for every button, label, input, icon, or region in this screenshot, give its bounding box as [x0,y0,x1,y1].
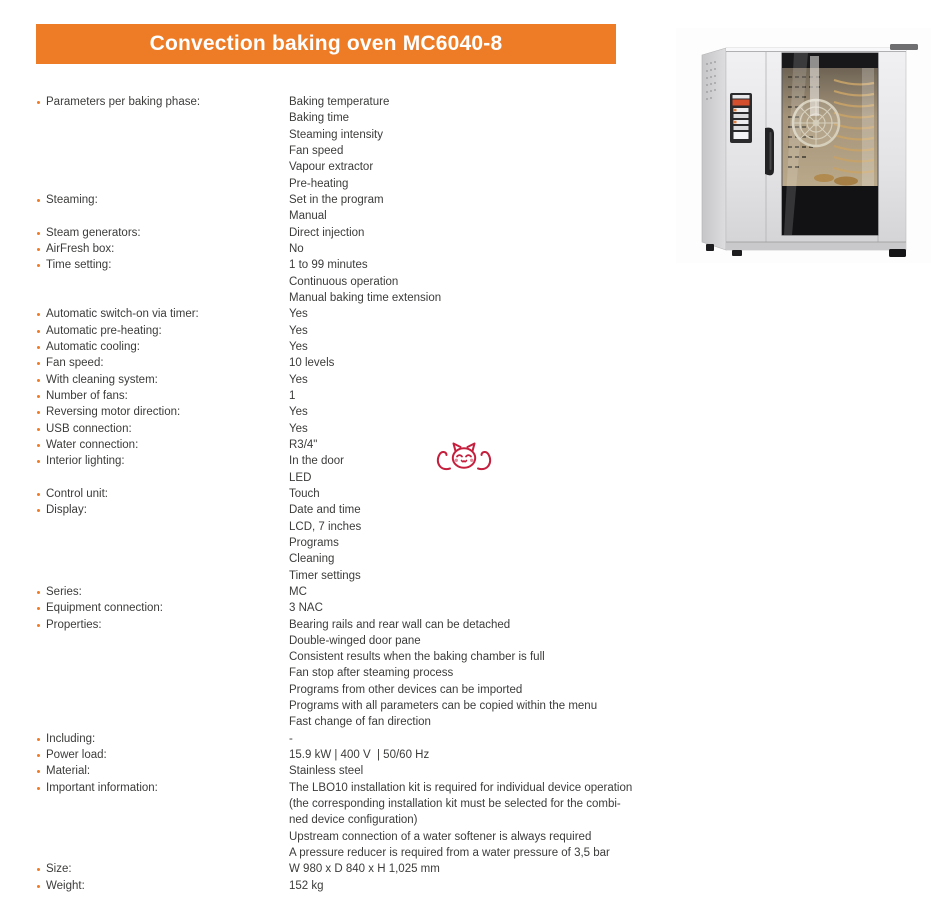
spec-label-cell [36,94,289,110]
spec-row [36,339,626,355]
spec-row [36,241,626,257]
bullet-icon [37,444,40,447]
spec-values [289,502,626,584]
spec-value-line: Yes [289,406,308,419]
bullet-icon [37,411,40,414]
spec-row [36,372,626,388]
spec-label-cell [36,878,289,894]
spec-label-cell [36,617,289,633]
spec-label: Parameters per baking phase: [46,96,201,108]
spec-label-cell [36,502,289,518]
spec-label-cell [36,584,289,600]
spec-value-line: ned device configuration) [289,814,418,827]
spec-values [289,437,626,453]
spec-value-line: R3/4" [289,438,318,451]
spec-values [289,486,626,502]
spec-value-line: Consistent results when the baking chamber is full [289,651,545,664]
spec-row [36,763,626,779]
spec-value-line: 1 to 99 minutes [289,259,368,272]
bullet-icon [37,264,40,267]
oven-base [706,242,906,257]
bullet-icon [37,313,40,316]
spec-label-cell [36,453,289,469]
spec-values [289,747,626,763]
spec-values [289,780,632,862]
bullet-icon [37,101,40,104]
spec-label: Automatic switch-on via timer: [46,308,199,321]
spec-label-cell [36,600,289,616]
spec-label-cell [36,372,289,388]
spec-label: Equipment connection: [46,602,163,615]
spec-label: Material: [46,765,91,778]
bullet-icon [37,460,40,463]
bullet-icon [37,362,40,365]
spec-value-line: 15.9 kW | 400 V | 50/60 Hz [289,749,430,762]
spec-label-cell [36,421,289,437]
spec-values [289,453,626,486]
spec-label: AirFresh box: [46,242,115,255]
spec-values [289,763,626,779]
spec-value-line: 1 [289,389,296,402]
spec-label: Steaming: [46,193,98,206]
spec-value-line: Upstream connection of a water softener is always required [289,830,592,843]
spec-value-line: Bearing rails and rear wall can be detached [289,618,511,631]
spec-value-line: LED [289,471,312,484]
spec-row [36,600,626,616]
spec-values [289,257,626,306]
spec-row [36,584,626,600]
spec-label: Number of fans: [46,389,128,402]
spec-value-line: MC [289,585,307,598]
spec-value-line: 3 NAC [289,602,323,615]
spec-values [289,94,626,192]
spec-label-cell [36,388,289,404]
spec-label: Power load: [46,749,107,762]
spec-label: USB connection: [46,422,132,435]
bullet-icon [37,248,40,251]
spec-values [289,306,626,322]
spec-row [36,306,626,322]
spec-value-line: Vapour extractor [289,161,374,174]
spec-value-line: Manual baking time extension [289,291,442,304]
spec-row [36,323,626,339]
spec-label-cell [36,306,289,322]
spec-values [289,388,626,404]
oven-side-panel [702,48,726,250]
spec-label: Properties: [46,618,102,631]
spec-values [289,404,626,420]
spec-label-cell [36,339,289,355]
spec-value-line: Timer settings [289,569,361,582]
spec-value-line: LCD, 7 inches [289,520,362,533]
spec-row [36,355,626,371]
spec-value-line: Fan speed [289,144,344,157]
spec-label: Including: [46,732,96,745]
spec-value-line: Manual [289,210,327,223]
bullet-icon [37,770,40,773]
spec-value-line: Fan stop after steaming process [289,667,454,680]
spec-values [289,617,626,731]
spec-label: Water connection: [46,438,139,451]
spec-row [36,502,626,584]
oven-door-handle [765,128,774,176]
spec-label: With cleaning system: [46,373,158,386]
spec-values [289,600,626,616]
spec-value-line: The LBO10 installation kit is required for individual device operation [289,781,633,794]
spec-list [36,94,633,894]
bullet-icon [37,607,40,610]
spec-label-cell [36,486,289,502]
spec-value-line: Cleaning [289,553,335,566]
bullet-icon [37,346,40,349]
spec-label: Series: [46,585,82,598]
bullet-icon [37,624,40,627]
page-title: Convection baking oven MC6040-8 [149,32,503,55]
spec-row [36,617,626,731]
spec-value-line: Programs [289,536,339,549]
spec-value-line: Date and time [289,504,361,517]
bullet-icon [37,868,40,871]
bullet-icon [37,885,40,888]
product-photo [676,28,931,263]
spec-label-cell [36,404,289,420]
spec-value-line: Yes [289,422,308,435]
spec-value-line: W 980 x D 840 x H 1,025 mm [289,863,440,876]
spec-label-cell [36,763,289,779]
spec-label: Fan speed: [46,357,104,370]
bullet-icon [37,493,40,496]
spec-values [289,731,626,747]
spec-label: Interior lighting: [46,455,125,468]
spec-label-cell [36,192,289,208]
spec-value-line: Yes [289,340,308,353]
bullet-icon [37,738,40,741]
spec-value-line: 152 kg [289,879,324,892]
bullet-icon [37,395,40,398]
spec-value-line: Programs with all parameters can be copied within the menu [289,700,598,713]
spec-row [36,486,626,502]
spec-row [36,861,626,877]
spec-label-cell [36,323,289,339]
spec-values [289,225,626,241]
spec-label-cell [36,731,289,747]
spec-value-line: A pressure reducer is required from a water pressure of 3,5 bar [289,847,610,860]
spec-value-line: Yes [289,373,308,386]
spec-value-line: No [289,242,304,255]
bullet-icon [37,787,40,790]
spec-label-cell [36,241,289,257]
spec-value-line: Baking time [289,112,350,125]
spec-label-cell [36,225,289,241]
spec-label: Weight: [46,879,85,892]
spec-label: Automatic cooling: [46,340,140,353]
spec-label: Control unit: [46,487,109,500]
spec-values [289,241,626,257]
spec-label: Steam generators: [46,226,141,239]
spec-value-line: Pre-heating [289,177,349,190]
spec-value-line: Yes [289,308,308,321]
spec-value-line: Fast change of fan direction [289,716,431,729]
spec-values [289,878,626,894]
spec-row [36,257,626,306]
spec-label: Reversing motor direction: [46,406,181,419]
bullet-icon [37,232,40,235]
spec-value-line: Continuous operation [289,275,399,288]
spec-value-line: Direct injection [289,226,365,239]
bullet-icon [37,330,40,333]
spec-value-line: Steaming intensity [289,128,383,141]
spec-value-line: Stainless steel [289,765,364,778]
bullet-icon [37,428,40,431]
bullet-icon [37,754,40,757]
bullet-icon [37,379,40,382]
spec-value-line: - [289,732,293,745]
spec-label: Time setting: [46,259,112,272]
spec-values [289,339,626,355]
spec-label-cell [36,257,289,273]
spec-row [36,878,626,894]
spec-value-line: Double-winged door pane [289,634,421,647]
spec-value-line: Touch [289,487,320,500]
bullet-icon [37,199,40,202]
spec-label: Display: [46,504,87,517]
spec-values [289,323,626,339]
bullet-icon [37,509,40,512]
spec-value-line: Yes [289,324,308,337]
spec-values [289,584,626,600]
spec-row [36,94,626,192]
spec-value-line: (the corresponding installation kit must be selected for the combi- [289,798,621,811]
spec-values [289,192,626,225]
spec-row [36,437,626,453]
spec-label: Important information: [46,781,158,794]
spec-row [36,780,633,862]
spec-label-cell [36,437,289,453]
spec-row [36,731,626,747]
spec-row [36,388,626,404]
spec-values [289,372,626,388]
spec-value-line: Baking temperature [289,96,390,108]
spec-values [289,421,626,437]
spec-value-line: 10 levels [289,357,335,370]
oven-control-panel [730,93,752,143]
spec-row [36,421,626,437]
oven-glass-door [782,53,878,235]
spec-label-cell [36,355,289,371]
spec-row [36,747,626,763]
spec-values [289,355,626,371]
spec-row [36,453,626,486]
spec-label: Automatic pre-heating: [46,324,162,337]
oven-illustration [676,28,931,263]
bullet-icon [37,591,40,594]
spec-row [36,404,626,420]
spec-values [289,861,626,877]
spec-label-cell [36,747,289,763]
spec-label-cell [36,780,289,796]
spec-row [36,192,626,225]
spec-value-line: Programs from other devices can be imported [289,683,523,696]
spec-label-cell [36,861,289,877]
spec-value-line: Set in the program [289,193,384,206]
title-banner [36,24,616,64]
spec-value-line: In the door [289,455,344,468]
spec-label: Size: [46,863,72,876]
spec-row [36,225,626,241]
